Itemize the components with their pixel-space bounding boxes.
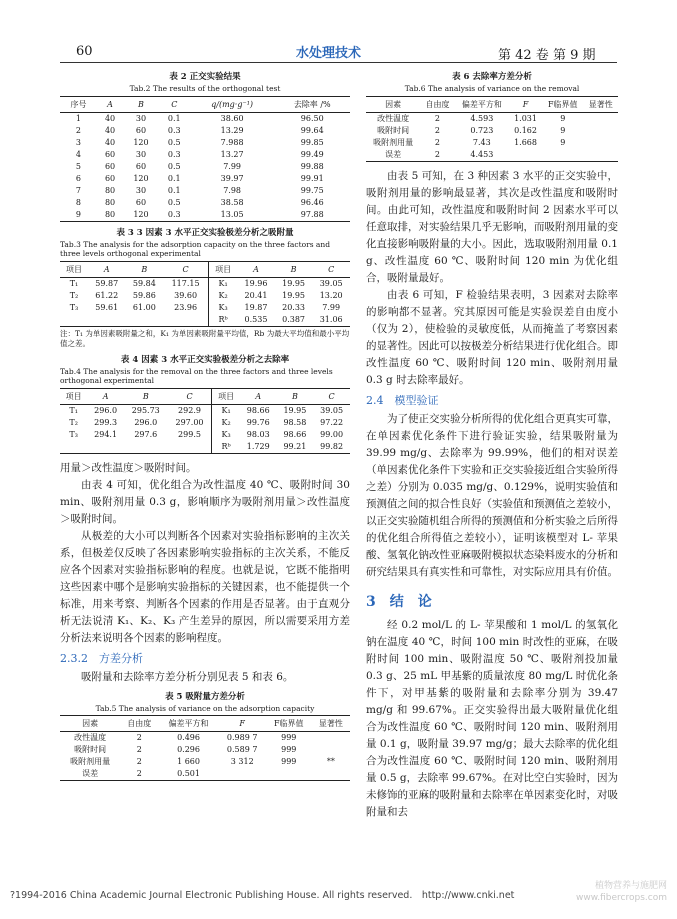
- table-cell: 30: [135, 149, 147, 159]
- table-cell: 吸附剂用量: [70, 757, 111, 766]
- table-2: [60, 72, 350, 222]
- col-header: 自由度: [120, 716, 158, 732]
- table-3: [60, 228, 350, 349]
- table-cell: 2: [434, 113, 441, 123]
- table-cell: K₂: [212, 417, 240, 429]
- table-cell: 96.50: [300, 113, 324, 123]
- col-header: 序号: [60, 96, 97, 112]
- table-cell: 99.75: [300, 185, 324, 195]
- table-row: [60, 744, 350, 756]
- table-cell: 0.501: [158, 768, 218, 781]
- table-cell: 1 660: [177, 757, 200, 766]
- table-cell: 0.496: [177, 733, 200, 742]
- table-cell: 0.5: [167, 137, 181, 147]
- col-header: C: [312, 261, 350, 277]
- table-cell: 0.387: [275, 314, 313, 327]
- table-cell: 99.00: [320, 429, 344, 439]
- table-cell: 2: [120, 768, 158, 781]
- table-cell: Rᵇ: [212, 441, 240, 454]
- table-cell: 98.66: [246, 405, 270, 415]
- table-cell: 0.535: [237, 314, 275, 327]
- table-cell: 19.95: [282, 290, 306, 300]
- copyright-footer: ?1994-2016 China Academic Journal Electronic Publishing House. All rights reserved. http://www.cnki.net: [10, 890, 515, 901]
- table-cell: 7.99: [322, 302, 341, 312]
- table-6: [366, 72, 618, 162]
- table-cell: 2: [136, 757, 142, 766]
- col-header: C: [163, 261, 208, 277]
- col-header: 项目: [60, 261, 88, 277]
- table-cell: 改性温度: [74, 733, 107, 742]
- table-cell: 30: [135, 113, 147, 123]
- col-header: 偏差平方和: [158, 716, 218, 732]
- table-cell: 297.6: [134, 429, 158, 439]
- table-cell: 7.43: [472, 137, 491, 147]
- table-cell: T₃: [69, 302, 79, 312]
- table-cell: 117.15: [171, 278, 200, 288]
- table-cell: [124, 441, 168, 454]
- table-cell: 2: [420, 149, 455, 162]
- table-cell: 40: [104, 125, 116, 135]
- table-cell: 19.87: [244, 302, 268, 312]
- body-paragraph: 由表 6 可知，F 检验结果表明，3 因素对去除率的影响都不显著。究其原因可能是实验误差自由度小（仅为 2），使检验的灵敏度低，从而掩盖了考察因素的显著性。因此可以按极差分析结果进行优化组合。即改性温度 60 ℃、吸附时间 120 min、吸附剂用量 0.3 g 时去除率最好。: [366, 288, 618, 386]
- table-cell: 80: [104, 197, 116, 207]
- volume-issue: 第 42 卷 第 9 期: [498, 48, 596, 63]
- table-row: [60, 441, 350, 454]
- table-cell: [163, 314, 208, 327]
- table-cell: K₁: [212, 404, 240, 417]
- col-header: 偏差平方和: [455, 96, 509, 112]
- table-5-caption: 表 5 吸附量方差分析: [165, 691, 245, 702]
- table-cell: 99.85: [300, 137, 324, 147]
- col-header: 显著性: [583, 96, 618, 112]
- table-cell: 2: [434, 137, 441, 147]
- table-cell: 4.593: [470, 113, 494, 123]
- table-cell: 80: [97, 209, 123, 222]
- table-cell: 2: [136, 745, 142, 754]
- table-cell: 60: [135, 125, 147, 135]
- body-paragraph: 由表 4 可知，优化组合为改性温度 40 ℃、吸附时间 30 min、吸附剂用量 0.3 g，影响顺序为吸附剂用量＞改性温度＞吸附时间。: [60, 478, 350, 525]
- col-header: B: [275, 261, 313, 277]
- table-cell: 13.29: [220, 125, 244, 135]
- table-cell: 6: [75, 173, 82, 183]
- col-header: B: [124, 388, 168, 404]
- table-cell: 99.49: [300, 149, 324, 159]
- table-cell: 吸附时间: [377, 125, 410, 135]
- table-row: [60, 185, 350, 197]
- table-cell: 59.61: [95, 302, 119, 312]
- table-cell: 99.21: [277, 441, 314, 454]
- table-cell: [60, 441, 87, 454]
- table-cell: 39.97: [220, 173, 244, 183]
- table-cell: 9: [560, 113, 566, 123]
- table-cell: 299.5: [178, 429, 201, 439]
- table-cell: 97.22: [320, 417, 344, 427]
- table-cell: 误差: [60, 768, 120, 781]
- table-cell: **: [326, 757, 335, 766]
- table-cell: 292.9: [178, 405, 201, 415]
- col-header: 去除率 /%: [274, 96, 350, 112]
- table-cell: 999: [281, 733, 297, 742]
- table-row: [366, 137, 618, 149]
- table-cell: 40: [104, 137, 116, 147]
- table-cell: K₃: [212, 429, 240, 441]
- table-cell: Rᵇ: [209, 314, 238, 327]
- col-header: B: [123, 96, 159, 112]
- table-2-caption: 表 2 正交实验结果: [169, 72, 241, 82]
- col-header: C: [159, 96, 190, 112]
- table-cell: [219, 768, 266, 781]
- table-cell: [583, 137, 618, 149]
- table-cell: 0.1: [167, 185, 181, 195]
- table-row: [60, 314, 350, 327]
- table-cell: 39.05: [320, 405, 344, 415]
- table-cell: 39.60: [174, 290, 198, 300]
- page-number: 60: [76, 44, 93, 59]
- col-header: 因素: [60, 716, 120, 732]
- table-row: [60, 125, 350, 137]
- table-cell: 19.95: [283, 405, 307, 415]
- table-6-grid: [366, 96, 618, 162]
- table-cell: 999: [281, 757, 297, 766]
- table-4: [60, 355, 350, 454]
- table-cell: 295.73: [131, 405, 160, 415]
- col-header: A: [240, 388, 277, 404]
- table-row: [366, 149, 618, 162]
- table-cell: 19.95: [282, 278, 306, 288]
- table-cell: [509, 149, 542, 162]
- table-cell: 98.58: [283, 417, 307, 427]
- table-cell: 30: [135, 185, 147, 195]
- table-row: [60, 417, 350, 429]
- table-cell: 吸附剂用量: [373, 137, 414, 147]
- table-cell: 8: [75, 197, 82, 207]
- table-4-grid: [60, 388, 350, 454]
- table-row: [60, 290, 350, 302]
- table-cell: T₂: [69, 290, 79, 300]
- table-cell: 吸附时间: [74, 745, 107, 754]
- table-cell: 40: [104, 113, 116, 123]
- watermark-line: 植物营养与施肥网: [594, 881, 667, 891]
- table-cell: 0.162: [514, 125, 537, 135]
- col-header: F: [509, 96, 542, 112]
- table-cell: 1.668: [514, 137, 537, 147]
- table-cell: [168, 441, 212, 454]
- col-header: A: [88, 261, 126, 277]
- table-cell: 296.0: [94, 405, 118, 415]
- table-cell: 2: [136, 733, 142, 742]
- table-5-grid: [60, 715, 350, 781]
- table-cell: [266, 768, 312, 781]
- table-cell: 296.0: [134, 417, 158, 427]
- table-cell: T₁: [69, 405, 78, 415]
- table-cell: 0.296: [177, 745, 200, 754]
- table-2-grid: [60, 96, 350, 222]
- table-6-caption: 表 6 去除率方差分析: [452, 72, 532, 82]
- table-cell: 97.88: [274, 209, 350, 222]
- table-row: [60, 732, 350, 745]
- table-cell: 3: [75, 137, 82, 147]
- table-cell: 60: [104, 173, 116, 183]
- body-paragraph: 为了使正交实验分析所得的优化组合更真实可靠，在单因素优化条件下进行验证实验，结果吸附量为 39.99 mg/g、去除率为 99.99%，他们的相对误差（单因素优化条件下实验和正交实验接近组合实验所得之差）分别为 0.035 mg/g、0.129%，说明实验值和预测值之间的拟合性良好（实验值和预测值之差较小，以正交实验随机组合所得的预测值和分析实验之后所得的优化组合所得值之差较小），证明该模型对 L- 苹果酸、氢氧化钠改性亚麻吸附模拟状态染料废水的分析和研究结果具有真实性和可靠性，对实际应用具有价值。: [366, 412, 618, 578]
- body-paragraph: 用量＞改性温度＞吸附时间。: [60, 461, 197, 474]
- col-header: F: [219, 716, 266, 732]
- table-cell: 0.3: [159, 209, 190, 222]
- table-cell: 61.00: [132, 302, 156, 312]
- table-cell: 299.3: [94, 417, 118, 427]
- table-cell: 59.84: [132, 278, 156, 288]
- table-cell: 99.88: [300, 161, 324, 171]
- watermark-line: www.fibercrops.com: [576, 893, 667, 903]
- table-3-caption-en: Tab.3 The analysis for the adsorption capacity on the three factors and three levels orthogonal experimental: [60, 239, 331, 258]
- table-cell: [542, 149, 583, 162]
- table-cell: [88, 314, 126, 327]
- table-cell: 1: [75, 113, 82, 123]
- table-cell: 294.1: [94, 429, 118, 439]
- table-cell: 999: [281, 745, 297, 754]
- table-row: [60, 302, 350, 314]
- table-row: [60, 768, 350, 781]
- table-cell: 0.989 7: [226, 733, 258, 742]
- table-cell: 9: [60, 209, 97, 222]
- body-paragraph: 从极差的大小可以判断各个因素对实验指标影响的主次关系，但极差仅反映了各因素影响实验指标的主次关系，不能反应各个因素对实验指标影响的程度。也就是说，它既不能指明这些因素中哪个是影响实验指标的关键因素，也不能提供一个标准，用来考察、判断各个因素的作用是否显著。由于直观分析无法说清 K₁、K₂、K₃ 产生差异的原因，所以需要采用方差分析法来说明各个因素的影响程度。: [60, 529, 350, 644]
- table-cell: 9: [560, 125, 566, 135]
- table-cell: 60: [104, 161, 116, 171]
- table-5-caption-en: Tab.5 The analysis of variance on the adsorption capacity: [95, 703, 315, 713]
- table-4-caption: 表 4 因素 3 水平正交实验极差分析之去除率: [120, 354, 290, 365]
- table-cell: [126, 314, 164, 327]
- table-cell: 0.3: [167, 149, 181, 159]
- col-header: B: [126, 261, 164, 277]
- col-header: 项目: [212, 388, 240, 404]
- table-cell: 2: [434, 125, 441, 135]
- col-header: A: [97, 96, 123, 112]
- table-cell: 99.82: [313, 441, 350, 454]
- table-cell: 13.05: [190, 209, 275, 222]
- header-rule: [60, 62, 617, 63]
- table-cell: 60: [104, 149, 116, 159]
- col-header: q/(mg·g⁻¹): [190, 96, 275, 112]
- section-heading-conclusion: 3 结 论: [366, 593, 432, 610]
- table-cell: 96.46: [300, 197, 324, 207]
- right-column: [366, 66, 618, 821]
- table-cell: 1.031: [514, 113, 537, 123]
- subsection-heading-2-4: 2.4 模型验证: [366, 393, 439, 407]
- table-cell: [312, 744, 350, 756]
- table-row: [366, 112, 618, 125]
- table-row: [60, 429, 350, 441]
- table-cell: 120: [123, 209, 159, 222]
- table-cell: 120: [133, 173, 149, 183]
- table-cell: 4: [75, 149, 82, 159]
- body-paragraph: 吸附量和去除率方差分析分别见表 5 和表 6。: [81, 670, 294, 683]
- table-cell: 98.66: [283, 429, 307, 439]
- table-cell: 5: [75, 161, 82, 171]
- table-cell: 0.1: [167, 113, 181, 123]
- table-cell: 99.76: [246, 417, 270, 427]
- table-row: [60, 756, 350, 768]
- table-cell: 99.91: [300, 173, 324, 183]
- page-header: [0, 0, 677, 63]
- table-cell: 7.98: [223, 185, 241, 195]
- table-row: [60, 173, 350, 185]
- table-cell: [60, 314, 88, 327]
- table-cell: 38.58: [220, 197, 244, 207]
- table-cell: [312, 732, 350, 745]
- table-3-grid: [60, 261, 350, 327]
- col-header: B: [277, 388, 314, 404]
- table-row: [60, 209, 350, 222]
- table-row: [60, 137, 350, 149]
- table-cell: 9: [560, 137, 566, 147]
- table-cell: 3 312: [230, 757, 254, 766]
- table-cell: 7.988: [220, 137, 244, 147]
- table-cell: 80: [104, 185, 116, 195]
- table-cell: K₃: [209, 302, 238, 314]
- body-paragraph: 经 0.2 mol/L 的 L- 苹果酸和 1 mol/L 的氢氧化钠在温度 40 ℃，时间 100 min 时改性的亚麻，在吸附时间 100 min、吸附温度 50 ℃、吸附剂投加量 0.3 g、25 mL 甲基紫的质量浓度 80 mg/L 时优化条件下，对甲基紫的吸附量和去除率分别为 39.47 mg/g 和 99.67%。正交实验得出最大吸附量优化组合为改性温度 60 ℃、吸附时间 120 min、吸附剂用量 0.1 g，吸附量 39.97 mg/g；最大去除率的优化组合为改性温度 60 ℃、吸附时间 120 min、吸附剂用量 0.5 g，去除率 99.67%。在对比空白实验时，因为未修饰的亚麻的吸附量和去除率在单因素变化时，对吸附量和去: [366, 618, 618, 818]
- table-cell: [583, 112, 618, 125]
- table-cell: 0.5: [167, 197, 181, 207]
- table-cell: 0.5: [167, 161, 181, 171]
- left-column: [60, 66, 350, 781]
- col-header: C: [168, 388, 212, 404]
- table-cell: 297.00: [175, 417, 204, 427]
- col-header: C: [313, 388, 350, 404]
- table-cell: 23.96: [174, 302, 198, 312]
- table-cell: 20.33: [282, 302, 306, 312]
- table-cell: [312, 768, 350, 781]
- col-header: F临界值: [542, 96, 583, 112]
- table-cell: 120: [133, 137, 149, 147]
- col-header: 自由度: [420, 96, 455, 112]
- table-cell: 59.86: [132, 290, 156, 300]
- table-cell: 4.453: [455, 149, 509, 162]
- subsection-heading-2-3-2: 2.3.2 方差分析: [60, 651, 143, 665]
- table-cell: K₁: [209, 277, 238, 290]
- table-cell: 7: [75, 185, 82, 195]
- table-cell: 0.1: [167, 173, 181, 183]
- col-header: 项目: [60, 388, 87, 404]
- table-cell: 31.06: [312, 314, 350, 327]
- table-cell: 98.03: [246, 429, 270, 439]
- table-cell: 误差: [366, 149, 420, 162]
- table-2-caption-en: Tab.2 The results of the orthogonal test: [129, 84, 281, 93]
- table-cell: 改性温度: [377, 113, 410, 123]
- table-cell: [583, 125, 618, 137]
- table-cell: 39.05: [319, 278, 343, 288]
- col-header: F临界值: [266, 716, 312, 732]
- table-cell: 60: [135, 161, 147, 171]
- table-cell: 20.41: [244, 290, 268, 300]
- table-3-note: 注：T₁ 为单因素吸附量之和，K₁ 为单因素吸附量平均值，Rb 为最大平均值和最小平均值之差。: [60, 328, 350, 348]
- table-cell: 59.87: [95, 278, 119, 288]
- table-cell: 0.723: [470, 125, 494, 135]
- table-cell: T₂: [69, 417, 78, 427]
- table-row: [60, 197, 350, 209]
- table-6-caption-en: Tab.6 The analysis of variance on the removal: [404, 84, 580, 93]
- table-cell: T₃: [69, 429, 78, 439]
- table-3-caption: 表 3 3 因素 3 水平正交实验极差分析之吸附量: [116, 227, 294, 238]
- table-cell: T₁: [69, 278, 79, 288]
- table-row: [60, 404, 350, 417]
- table-cell: 0.3: [167, 125, 181, 135]
- table-cell: 13.20: [319, 290, 343, 300]
- table-cell: 0.589 7: [226, 745, 258, 754]
- table-cell: [583, 149, 618, 162]
- table-cell: 60: [135, 197, 147, 207]
- col-header: A: [87, 388, 124, 404]
- table-cell: 2: [75, 125, 82, 135]
- table-cell: K₂: [209, 290, 238, 302]
- table-cell: 19.96: [244, 278, 268, 288]
- col-header: 显著性: [312, 716, 350, 732]
- table-5: [60, 692, 350, 782]
- table-cell: 7.99: [223, 161, 241, 171]
- watermark: [576, 880, 667, 904]
- journal-name: 水处理技术: [296, 46, 362, 61]
- table-row: [366, 125, 618, 137]
- table-cell: [87, 441, 124, 454]
- col-header: A: [237, 261, 275, 277]
- body-paragraph: 由表 5 可知，在 3 种因素 3 水平的正交实验中，吸附剂用量的影响最显著，其次是改性温度和吸附时间。由此可知，改性温度和吸附时间 2 因素水平可以任意取排，对实验结果几乎无影响，而吸附剂用量的变化直接影响吸附量的大小。因此，选取吸附剂用量 0.1 g、改性温度 60 ℃、吸附时间 120 min 为优化组合，吸附量最好。: [366, 169, 618, 284]
- table-cell: 61.22: [95, 290, 119, 300]
- table-cell: 38.60: [220, 113, 244, 123]
- table-cell: 13.27: [220, 149, 244, 159]
- table-cell: 1.729: [240, 441, 277, 454]
- table-row: [60, 161, 350, 173]
- table-cell: 99.64: [300, 125, 324, 135]
- table-4-caption-en: Tab.4 The analysis for the removal on the three factors and three levels orthogonal experimental: [60, 366, 333, 385]
- table-row: [60, 277, 350, 290]
- table-row: [60, 149, 350, 161]
- table-row: [60, 112, 350, 125]
- col-header: 因素: [366, 96, 420, 112]
- col-header: 项目: [209, 261, 238, 277]
